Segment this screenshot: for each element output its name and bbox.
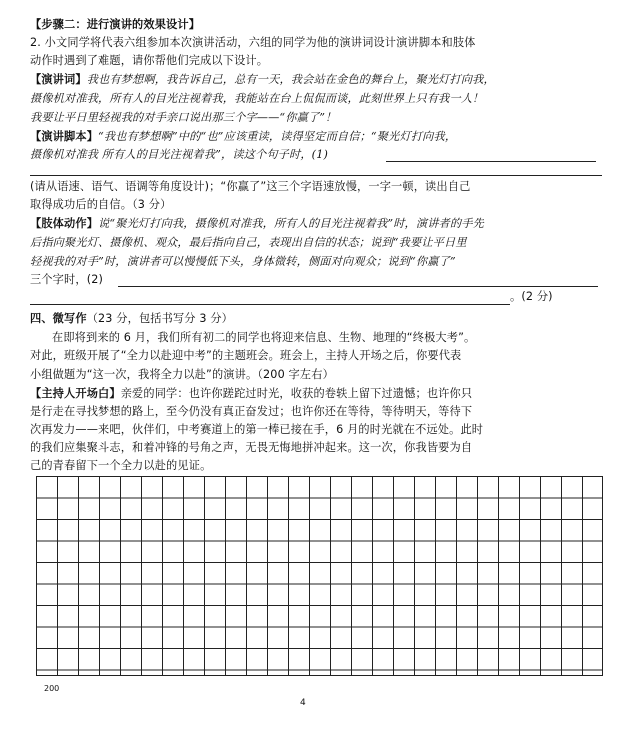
action-line3: 轻视我的对手”时，演讲者可以慢慢低下头，身体微转，侧面对向观众；说到“你赢了” [30,255,456,268]
script-line1 [30,128,601,146]
host-line1 [30,385,601,403]
step2-title: 【步骤二：进行演讲的效果设计】 [30,18,201,31]
speech-line2: 摄像机对准我，所有人的目光注视着我，我能站在台上侃侃而谈，此刻世界上只有我一人！ [30,92,484,105]
host-line5: 己的青春留下一个全力以赴的见证。 [30,459,212,472]
host-line3: 次再发力——来吧，伙伴们，中考赛道上的第一棒已接在手，6 月的时光就在不远处。此时 [30,423,484,436]
script-line2: 摄像机对准我 所有人的目光注视着我”，读这个句子时，(1) [30,148,328,161]
section4-title-line [30,310,601,328]
host-text1: 亲爱的同学：也许你蹉跎过时光，收获的卷轶上留下过遗憾；也许你只 [120,387,473,400]
question2-line1: 2. 小文同学将代表六组参加本次演讲活动，六组的同学为他的演讲词设计演讲脚本和肢体 [30,36,476,49]
action-line1 [30,215,601,233]
section4-title: 四、微写作 [30,312,87,325]
action-text1: 说“聚光灯打向我，摄像机对准我，所有人的目光注视着我”时，演讲者的手先 [98,217,484,230]
script-line4: 取得成功后的自信。（3 分） [30,198,172,211]
word-count-label: 200 [44,684,60,693]
action-label: 【肢体动作】 [30,217,99,230]
action-line2: 后指向聚光灯、摄像机、观众，最后指向自己，表现出自信的状态；说到“我要让平日里 [30,236,467,249]
host-label: 【主持人开场白】 [30,387,121,400]
action-score: 。(2 分) [510,290,553,303]
speech-line1 [30,71,601,89]
answer-line-1b[interactable] [30,175,602,176]
host-line4: 的我们应集聚斗志，和着冲锋的号角之声，无畏无悔地拼冲起来。这一次，你我皆要为自 [30,441,473,454]
action-line4: 三个字时，(2) [30,273,103,286]
section4-score: （23 分，包括书写分 3 分） [86,312,234,325]
section4-para1: 在即将到来的 6 月，我们所有初二的同学也将迎来信息、生物、地理的“终极大考”。 [52,331,476,344]
script-label: 【演讲脚本】 [30,130,99,143]
script-line3: (请从语速、语气、语调等角度设计)；“你赢了”这三个字语速放慢，一字一顿，读出自己 [30,180,471,193]
host-line2: 是行走在寻找梦想的路上，至今仍没有真正奋发过；也许你还在等待，等待明天，等待下 [30,405,473,418]
speech-label: 【演讲词】 [30,73,87,86]
section4-para2: 对此，班级开展了“全力以赴迎中考”的主题班会。班会上，主持人开场之后，你要代表 [30,349,462,362]
section4-para3: 小组做题为“这一次，我将全力以赴”的演讲。（200 字左右） [30,368,334,381]
script-text1: “我也有梦想啊”中的“也”应该重读，读得坚定而自信；“聚光灯打向我， [98,130,457,143]
speech-line3: 我要让平日里轻视我的对手亲口说出那三个字——“你赢了”！ [30,111,337,124]
answer-blank-2[interactable] [118,273,598,287]
question2-line2: 动作时遇到了难题，请你帮他们完成以下设计。 [30,54,269,67]
answer-blank-1[interactable] [386,148,596,162]
answer-line-2b[interactable] [30,304,510,305]
page-number: 4 [300,698,306,708]
speech-text1: 我也有梦想啊，我告诉自己，总有一天，我会站在金色的舞台上，聚光灯打向我， [86,73,495,86]
writing-grid[interactable] [36,476,603,676]
